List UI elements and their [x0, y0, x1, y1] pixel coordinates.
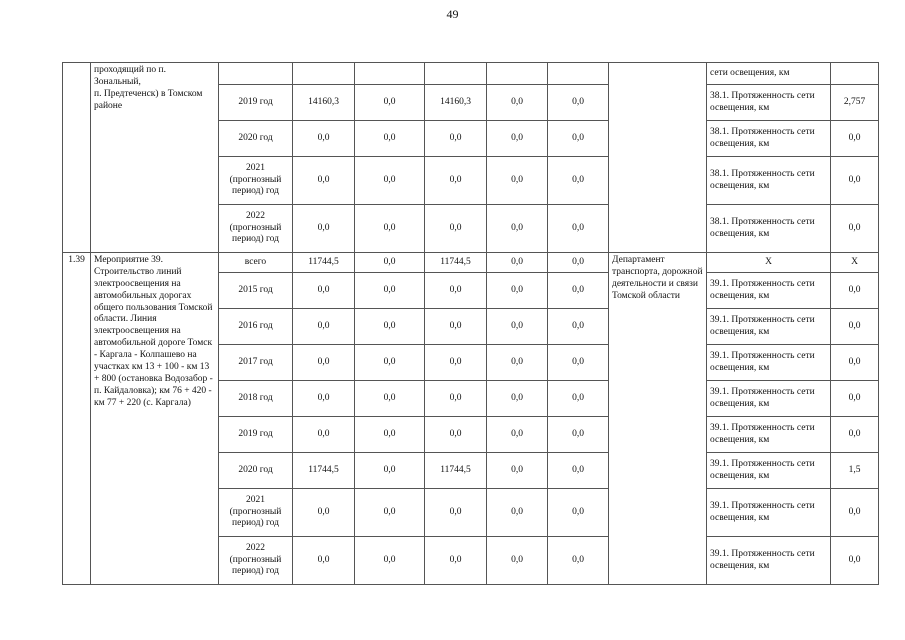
value-cell: 0,0	[548, 489, 609, 537]
value-cell: 0,0	[293, 157, 355, 205]
indicator-cell: 38.1. Протяженность сети освещения, км	[707, 85, 831, 121]
value-cell: 0,0	[425, 381, 487, 417]
indicator-cell: 38.1. Протяженность сети освещения, км	[707, 205, 831, 253]
value-cell: 0,0	[548, 85, 609, 121]
value-cell: 0,0	[355, 453, 425, 489]
value-cell: 0,0	[293, 537, 355, 585]
value-cell: 0,0	[487, 417, 548, 453]
value-cell	[355, 63, 425, 85]
value-cell: 0,0	[487, 489, 548, 537]
value-cell: 0,0	[355, 253, 425, 273]
value-cell: 0,0	[355, 345, 425, 381]
value-cell	[425, 63, 487, 85]
value-cell: 0,0	[548, 417, 609, 453]
year-cell: 2019 год	[219, 417, 293, 453]
value-cell: 0,0	[548, 537, 609, 585]
value-cell: 0,0	[548, 121, 609, 157]
value-cell: 0,0	[487, 205, 548, 253]
value-cell: 0,0	[487, 253, 548, 273]
value-cell: 0,0	[425, 537, 487, 585]
indicator-cell: 39.1. Протяженность сети освещения, км	[707, 345, 831, 381]
year-cell: 2022 (прогнозный период) год	[219, 537, 293, 585]
target-value-cell: 0,0	[831, 345, 879, 381]
value-cell: 0,0	[487, 345, 548, 381]
indicator-cell: 38.1. Протяженность сети освещения, км	[707, 157, 831, 205]
value-cell	[487, 63, 548, 85]
value-cell: 0,0	[548, 273, 609, 309]
table-row	[63, 253, 879, 273]
value-cell: 11744,5	[425, 453, 487, 489]
year-cell: 2016 год	[219, 309, 293, 345]
target-value-cell	[831, 63, 879, 85]
target-value-cell: 0,0	[831, 121, 879, 157]
value-cell: 0,0	[293, 417, 355, 453]
value-cell: 0,0	[355, 381, 425, 417]
value-cell: 0,0	[425, 121, 487, 157]
indicator-cell: Х	[707, 253, 831, 273]
target-value-cell: 0,0	[831, 489, 879, 537]
year-cell: 2020 год	[219, 121, 293, 157]
code-cell: 1.39	[63, 253, 91, 585]
value-cell: 0,0	[487, 157, 548, 205]
value-cell: 0,0	[425, 205, 487, 253]
value-cell: 0,0	[293, 489, 355, 537]
value-cell: 0,0	[355, 121, 425, 157]
value-cell: 0,0	[355, 273, 425, 309]
target-value-cell: 0,0	[831, 157, 879, 205]
value-cell: 0,0	[487, 537, 548, 585]
value-cell: 0,0	[425, 345, 487, 381]
value-cell: 0,0	[548, 205, 609, 253]
value-cell: 0,0	[293, 381, 355, 417]
program-table	[62, 62, 879, 585]
value-cell: 0,0	[355, 157, 425, 205]
value-cell: 0,0	[355, 309, 425, 345]
year-cell: 2020 год	[219, 453, 293, 489]
year-cell: 2021 (прогнозный период) год	[219, 489, 293, 537]
value-cell: 0,0	[293, 273, 355, 309]
target-value-cell: 1,5	[831, 453, 879, 489]
value-cell: 0,0	[487, 453, 548, 489]
value-cell: 0,0	[548, 381, 609, 417]
value-cell: 0,0	[355, 205, 425, 253]
page-number: 49	[446, 7, 459, 21]
value-cell: 0,0	[487, 381, 548, 417]
year-cell: 2015 год	[219, 273, 293, 309]
value-cell: 0,0	[548, 453, 609, 489]
year-cell: 2017 год	[219, 345, 293, 381]
target-value-cell: 0,0	[831, 417, 879, 453]
indicator-cell: 39.1. Протяженность сети освещения, км	[707, 417, 831, 453]
value-cell: 0,0	[355, 489, 425, 537]
executor-cell	[609, 63, 707, 253]
value-cell: 0,0	[425, 309, 487, 345]
value-cell	[293, 63, 355, 85]
year-cell: 2018 год	[219, 381, 293, 417]
value-cell: 11744,5	[425, 253, 487, 273]
measure-name-cell: проходящий по п. Зональный, п. Предтеченск) в Томском районе	[91, 63, 219, 253]
indicator-cell: 39.1. Протяженность сети освещения, км	[707, 453, 831, 489]
value-cell: 0,0	[425, 157, 487, 205]
measure-name-cell: Мероприятие 39. Строительство линий электроосвещения на автомобильных дорогах общего пользования Томской области. Линия электроосвещения на автомобильной дороге Томск - Каргала - Колпашево на участках км 13 + 100 - км 13 + 800 (остановка Водозабор - п. Кайдаловка); км 76 + 420 - км 77 + 220 (с. Каргала)	[91, 253, 219, 585]
value-cell: 0,0	[425, 417, 487, 453]
year-cell: 2021 (прогнозный период) год	[219, 157, 293, 205]
indicator-cell: 39.1. Протяженность сети освещения, км	[707, 273, 831, 309]
value-cell: 0,0	[355, 417, 425, 453]
table-row	[63, 63, 879, 85]
year-cell: 2022 (прогнозный период) год	[219, 205, 293, 253]
indicator-cell: 39.1. Протяженность сети освещения, км	[707, 309, 831, 345]
value-cell: 11744,5	[293, 453, 355, 489]
value-cell: 0,0	[425, 489, 487, 537]
value-cell: 0,0	[487, 273, 548, 309]
value-cell: 0,0	[425, 273, 487, 309]
executor-cell: Департамент транспорта, дорожной деятельности и связи Томской области	[609, 253, 707, 585]
value-cell: 0,0	[548, 345, 609, 381]
indicator-cell: 39.1. Протяженность сети освещения, км	[707, 489, 831, 537]
target-value-cell: 0,0	[831, 537, 879, 585]
indicator-cell: сети освещения, км	[707, 63, 831, 85]
year-cell: 2019 год	[219, 85, 293, 121]
value-cell: 0,0	[293, 205, 355, 253]
target-value-cell: 0,0	[831, 381, 879, 417]
indicator-cell: 38.1. Протяженность сети освещения, км	[707, 121, 831, 157]
value-cell: 0,0	[487, 85, 548, 121]
target-value-cell: 0,0	[831, 309, 879, 345]
value-cell: 14160,3	[293, 85, 355, 121]
target-value-cell: 0,0	[831, 273, 879, 309]
value-cell: 14160,3	[425, 85, 487, 121]
value-cell: 0,0	[293, 121, 355, 157]
value-cell: 0,0	[355, 537, 425, 585]
value-cell: 0,0	[487, 309, 548, 345]
value-cell: 0,0	[548, 157, 609, 205]
year-cell: всего	[219, 253, 293, 273]
year-cell	[219, 63, 293, 85]
value-cell: 0,0	[548, 309, 609, 345]
indicator-cell: 39.1. Протяженность сети освещения, км	[707, 381, 831, 417]
indicator-cell: 39.1. Протяженность сети освещения, км	[707, 537, 831, 585]
value-cell: 11744,5	[293, 253, 355, 273]
value-cell: 0,0	[355, 85, 425, 121]
target-value-cell: Х	[831, 253, 879, 273]
value-cell: 0,0	[293, 345, 355, 381]
value-cell: 0,0	[548, 253, 609, 273]
value-cell: 0,0	[487, 121, 548, 157]
target-value-cell: 2,757	[831, 85, 879, 121]
target-value-cell: 0,0	[831, 205, 879, 253]
code-cell	[63, 63, 91, 253]
value-cell: 0,0	[293, 309, 355, 345]
value-cell	[548, 63, 609, 85]
